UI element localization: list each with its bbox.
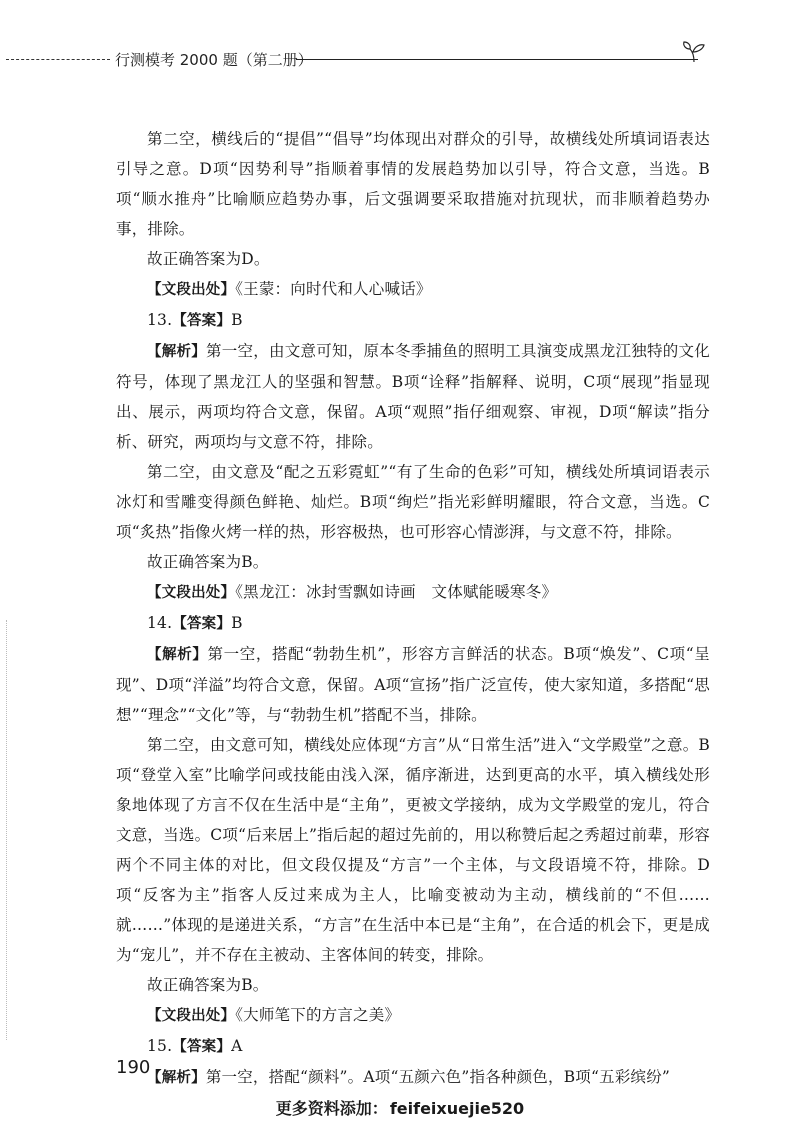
footer-contact: feifeixuejie520 (389, 1099, 525, 1118)
paragraph: 故正确答案为D。 (147, 250, 270, 268)
header-rule-right (296, 59, 698, 60)
answer-value: B (231, 311, 243, 329)
analysis-label: 【解析】 (147, 647, 208, 663)
answer-explanations (116, 124, 710, 1093)
answer-label: 【答案】 (172, 616, 232, 632)
source-label: 【文段出处】 (147, 585, 236, 601)
analysis-text: 第一空，搭配“勃勃生机”，形容方言鲜活的状态。B项“焕发”、C项“呈现”、D项“洋溢”均符合文意，保留。A项“宣扬”指广泛宣传，使大家知道，多搭配“思想”“理念”“文化”等，与“勃勃生机”搭配不当，排除。 (116, 645, 710, 724)
footer-watermark (0, 1096, 800, 1119)
answer-label: 【答案】 (172, 313, 232, 329)
sprout-icon (681, 40, 707, 64)
page-header (0, 40, 800, 80)
source-title: 《黑龙江：冰封雪飘如诗画 文体赋能暖寒冬》 (235, 583, 558, 601)
paragraph: 第二空，横线后的“提倡”“倡导”均体现出对群众的引导，故横线处所填词语表达引导之意。D项“因势利导”指顺着事情的发展趋势加以引导，符合文意，当选。B项“顺水推舟”比喻顺应趋势办事，后文强调要采取措施对抗现状，而非顺着趋势办事，排除。 (116, 130, 710, 238)
source-label: 【文段出处】 (147, 1008, 236, 1024)
analysis-paragraph (116, 1062, 710, 1093)
paragraph: 故正确答案为B。 (147, 976, 269, 994)
paragraph: 第二空，由文意及“配之五彩霓虹”“有了生命的色彩”可知，横线处所填词语表示冰灯和雪雕变得颜色鲜艳、灿烂。B项“绚烂”指光彩鲜明耀眼，符合文意，当选。C项“炙热”指像火烤一样的热，形容极热，也可形容心情澎湃，与文意不符，排除。 (116, 463, 710, 541)
answer-line (116, 1031, 710, 1062)
header-title: 行测模考 2000 题（第二册） (115, 51, 313, 69)
answer-label: 【答案】 (172, 1039, 232, 1055)
source-title: 《王蒙：向时代和人心喊话》 (235, 280, 432, 298)
source-line (116, 274, 710, 305)
source-title: 《大师笔下的方言之美》 (235, 1006, 401, 1024)
margin-binding-marks (6, 620, 9, 1040)
analysis-paragraph (116, 639, 710, 730)
page-number: 190 (116, 1057, 151, 1078)
source-label: 【文段出处】 (147, 282, 236, 298)
answer-value: B (231, 614, 243, 632)
answer-line (116, 305, 710, 336)
analysis-text: 第一空，搭配“颜料”。A项“五颜六色”指各种颜色，B项“五彩缤纷” (205, 1068, 671, 1086)
answer-value: A (231, 1037, 243, 1055)
analysis-text: 第一空，由文意可知，原本冬季捕鱼的照明工具演变成黑龙江独特的文化符号，体现了黑龙江人的坚强和智慧。B项“诠释”指解释、说明，C项“展现”指显现出、展示，两项均符合文意，保留。A项“观照”指仔细观察、审视，D项“解读”指分析、研究，两项均与文意不符，排除。 (116, 342, 710, 451)
header-rule-left (6, 59, 110, 60)
question-number: 13. (147, 311, 173, 329)
source-line (116, 1000, 710, 1031)
analysis-paragraph (116, 336, 710, 457)
analysis-label: 【解析】 (147, 1070, 206, 1086)
paragraph: 故正确答案为B。 (147, 553, 269, 571)
footer-prefix: 更多资料添加： (275, 1099, 388, 1118)
question-number: 15. (147, 1037, 173, 1055)
question-number: 14. (147, 614, 173, 632)
analysis-label: 【解析】 (147, 344, 207, 360)
answer-line (116, 608, 710, 639)
paragraph: 第二空，由文意可知，横线处应体现“方言”从“日常生活”进入“文学殿堂”之意。B项“登堂入室”比喻学问或技能由浅入深，循序渐进，达到更高的水平，填入横线处形象地体现了方言不仅在生活中是“主角”，更被文学接纳，成为文学殿堂的宠儿，符合文意，当选。C项“后来居上”指后起的超过先前的，用以称赞后起之秀超过前辈，形容两个不同主体的对比，但文段仅提及“方言”一个主体，与文段语境不符，排除。D项“反客为主”指客人反过来成为主人，比喻变被动为主动，横线前的“不但……就……”体现的是递进关系，“方言”在生活中本已是“主角”，在合适的机会下，更是成为“宠儿”，并不存在主被动、主客体间的转变，排除。 (116, 736, 710, 964)
source-line (116, 577, 710, 608)
